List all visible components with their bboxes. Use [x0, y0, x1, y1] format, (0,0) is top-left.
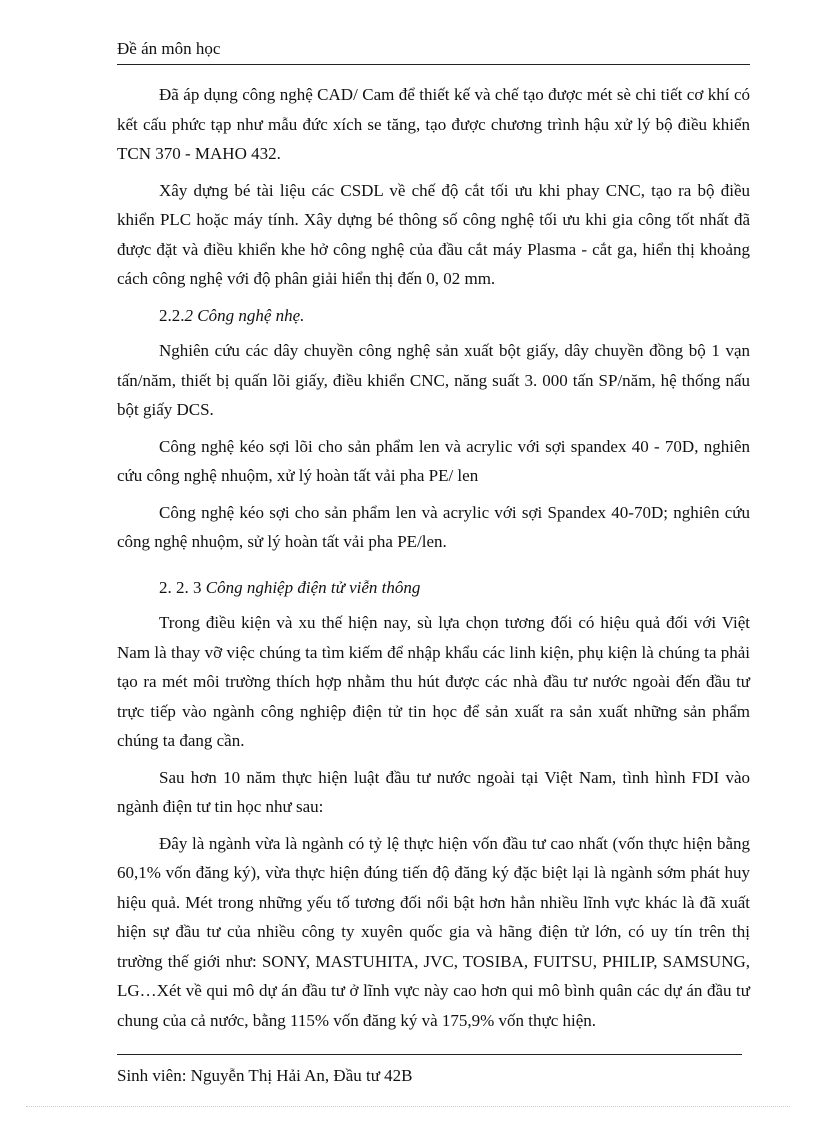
paragraph-yarn-spandex: Công nghệ kéo sợi cho sản phẩm len và acrylic với sợi Spandex 40-70D; nghiên cứu công nghệ nhuộm, sử lý hoàn tất vải pha PE/len.	[117, 502, 750, 551]
paragraph-cad-cam: Đã áp dụng công nghệ CAD/ Cam để thiết kế và chế tạo được mét sè chi tiết cơ khí có kết cấu phức tạp như mẫu đức xích se tăng, tạo được chương trình hậu xử lý bộ điều khiển TCN 370 - MAHO 432.	[117, 85, 750, 163]
section-number-italic: 2	[184, 305, 193, 325]
header-title: Đề án môn học	[117, 39, 221, 58]
page-header	[117, 38, 750, 65]
section-heading-light-technology	[117, 301, 750, 331]
section-number: 2.2.	[159, 305, 185, 325]
paragraph-yarn-spinning: Công nghệ kéo sợi lõi cho sản phẩm len và acrylic với sợi spandex 40 - 70D, nghiên cứu công nghệ nhuộm, xử lý hoàn tất vải pha PE/ len	[117, 436, 750, 485]
section-number: 2. 2. 3	[159, 577, 202, 597]
section-title: Công nghệ nhẹ.	[193, 305, 305, 325]
document-body	[117, 80, 750, 1042]
page-bottom-edge	[26, 1106, 790, 1107]
paragraph-paper-pulp: Nghiên cứu các dây chuyền công nghệ sản xuất bột giấy, dây chuyền đồng bộ 1 vạn tấn/năm, thiết bị quấn lõi giấy, điều khiển CNC, năng suất 3. 000 tấn SP/năm, hệ thống nấu bột giấy DCS.	[117, 341, 750, 419]
page-footer	[117, 1054, 742, 1087]
paragraph-csdl: Xây dựng bé tài liệu các CSDL về chế độ cắt tối ưu khi phay CNC, tạo ra bộ điều khiển PLC hoặc máy tính. Xây dựng bé thông số công nghệ tối ưu khi gia công tốt nhất đã được đặt và điều khiển khe hở công nghệ của đầu cắt máy Plasma - cắt ga, hiển thị khoảng cách công nghệ với độ phân giải hiển thị đến 0, 02 mm.	[117, 180, 750, 288]
section-title: Công nghiệp điện tử viễn thông	[205, 577, 421, 597]
section-heading-electronics	[117, 573, 750, 603]
paragraph-fdi-details: Đây là ngành vừa là ngành có tỷ lệ thực hiện vốn đầu tư cao nhất (vốn thực hiện bằng 60,1% vốn đăng ký), vừa thực hiện đúng tiến độ đăng ký đặc biệt lại là ngành sớm phát huy hiệu quả. Mét trong những yếu tố tương đối nổi bật hơn hẳn nhiều lĩnh vực khác là đã xuất hiện sự đầu tư của nhiều công ty xuyên quốc gia và hãng điện tử lớn, có uy tín trên thị trường thế giới như: SONY, MASTUHITA, JVC, TOSIBA, FUITSU, PHILIP, SAMSUNG, LG…Xét về qui mô dự án đầu tư ở lĩnh vực này cao hơn qui mô bình quân các dự án đầu tư chung của cả nước, bằng 115% vốn đăng ký và 175,9% vốn thực hiện.	[117, 833, 750, 1030]
footer-text: Sinh viên: Nguyễn Thị Hải An, Đầu tư 42B	[117, 1066, 413, 1085]
paragraph-fdi-intro: Sau hơn 10 năm thực hiện luật đầu tư nước ngoài tại Việt Nam, tình hình FDI vào ngành điện tư tin học như sau:	[117, 767, 750, 816]
paragraph-current-conditions: Trong điều kiện và xu thế hiện nay, sù lựa chọn tương đối có hiệu quả đối với Việt Nam là thay vỡ việc chúng ta tìm kiếm để nhập khẩu các linh kiện, phụ kiện là chúng ta phải tạo ra mét môi trường thích hợp nhằm thu hút được các nhà đầu tư nước ngoài đến đầu tư trực tiếp vào ngành công nghiệp điện tử tin học để sản xuất ra sản xuất những sản phẩm chúng ta đang cần.	[117, 613, 750, 750]
